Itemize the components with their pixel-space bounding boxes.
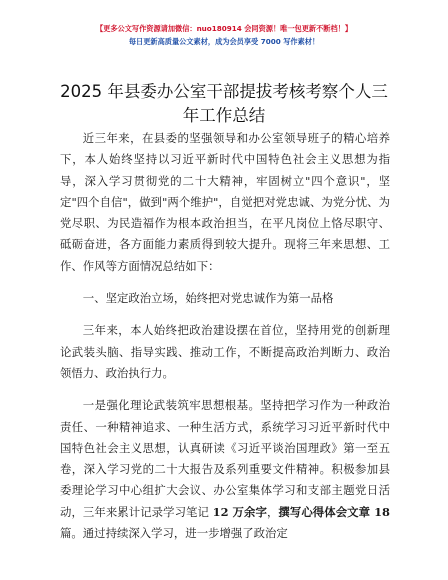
document-body bbox=[60, 128, 390, 555]
bold-figure-articles: 撰写心得体会文章 18 bbox=[278, 504, 390, 519]
promo-banner-line-1: 【更多公文写作资源请加微信：nuo180914 会同资源！唯一包更新不断档！】 bbox=[95, 24, 353, 33]
intro-paragraph: 近三年来，在县委的坚强领导和办公室领导班子的精心培养下，本人始终坚持以习近平新时代中国特色社会主义思想为指导，深入学习贯彻党的二十大精神，牢固树立"四个意识"，坚定"四个自信"，做到"两个维护"，自觉把对党忠诚、为党分忧、为党尽职、为民造福作为根本政治担当，在平凡岗位上恪尽职守、砥砺奋进，各方面能力素质得到较大提升。现将三年来思想、工作、作风等方面情况总结如下： bbox=[60, 131, 390, 273]
promo-banner-line-2: 每日更新高质量公文素材，成为会员享受 7000 写作素材！ bbox=[128, 37, 320, 46]
paragraph-text: ， bbox=[266, 504, 279, 519]
body-paragraph: 三年来，本人始终把政治建设摆在首位，坚持用党的创新理论武装头脑、指导实践、推动工作，不断提高政治判断力、政治领悟力、政治执行力。 bbox=[60, 323, 390, 380]
bold-figure-notes: 12 万余字 bbox=[212, 504, 267, 519]
body-paragraph-study bbox=[60, 395, 390, 544]
paragraph-text: 篇。通过持续深入学习，进一步增强了政治定 bbox=[60, 526, 288, 541]
document-title: 2025 年县委办公室干部提拔考核考察个人三年工作总结 bbox=[60, 82, 388, 125]
section-heading: 一、坚定政治立场，始终把对党忠诚作为第一品格 bbox=[82, 291, 334, 306]
paragraph-text: 一是强化理论武装筑牢思想根基。坚持把学习作为一种政治责任、一种精神追求、一种生活方式，系统学习习近平新时代中国特色社会主义思想，认真研读《习近平谈治国理政》第一至五卷，深入学习党的二十大报告及系列重要文件精神。积极参加县委理论学习中心组扩大会议、办公室集体学习和支部主题党日活动，三年来累计记录学习笔记 bbox=[60, 398, 390, 519]
